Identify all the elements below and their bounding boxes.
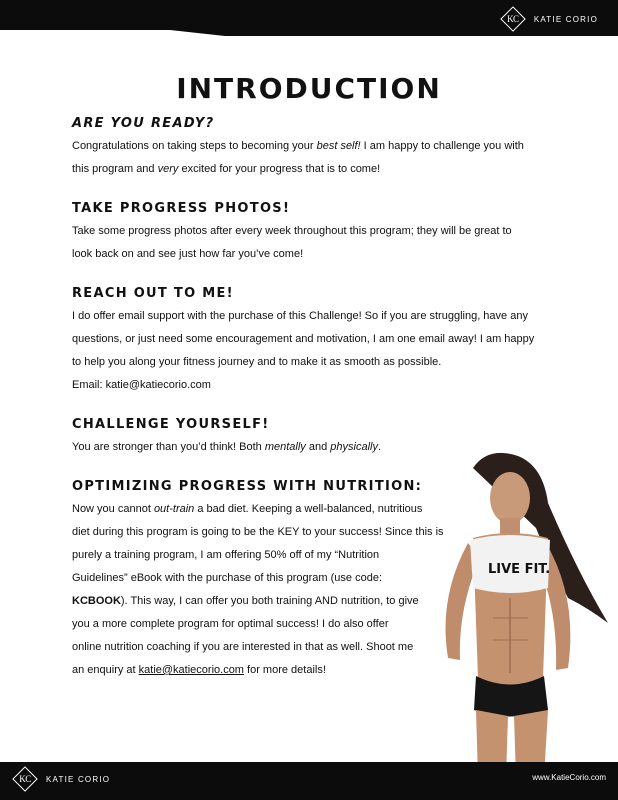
section-paragraph <box>72 220 552 266</box>
line-text: you a more complete program for optimal success! I do also offer <box>72 618 389 630</box>
line-text: diet during this program is going to be the KEY to your success! Since this is <box>72 526 444 538</box>
page-title: INTRODUCTION <box>176 72 442 105</box>
line-text: Take some progress photos after every week throughout this program; they will be great to <box>72 225 512 237</box>
athlete-photo <box>418 448 618 778</box>
top-banner <box>0 0 618 40</box>
footer-brand <box>12 766 110 792</box>
footer-bar <box>0 762 618 800</box>
header-brand-name: KATIE CORIO <box>533 14 598 24</box>
line-text: You are stronger than you’d think! Both mentally and physically. <box>72 441 382 453</box>
line-text: Congratulations on taking steps to becoming your best self! I am happy to challenge you with <box>72 140 524 152</box>
header-brand <box>500 4 598 34</box>
line-text: look back on and see just how far you’ve come! <box>72 248 304 260</box>
section-paragraph <box>72 135 552 181</box>
line-text: questions, or just need some encouragement and motivation, I am one email away! I am happy <box>72 333 535 345</box>
email-line: Email: katie@katiecorio.com <box>72 379 211 391</box>
section-paragraph <box>72 498 452 682</box>
email-link[interactable]: katie@katiecorio.com <box>138 664 244 676</box>
section-heading: OPTIMIZING PROGRESS WITH NUTRITION: <box>72 479 423 494</box>
section-are-you-ready <box>72 116 552 181</box>
footer-brand-name: KATIE CORIO <box>46 774 111 784</box>
line-text: Guidelines” eBook with the purchase of this program (use code: <box>72 572 382 584</box>
section-heading: TAKE PROGRESS PHOTOS! <box>72 201 291 216</box>
line-text: online nutrition coaching if you are interested in that as well. Shoot me <box>72 641 414 653</box>
shirt-text: LIVE FIT. <box>488 562 551 577</box>
line-text: purely a training program, I am offering 50% off of my “Nutrition <box>72 549 380 561</box>
section-progress-photos <box>72 201 552 266</box>
section-heading: ARE YOU READY? <box>72 116 215 131</box>
line-text: I do offer email support with the purchase of this Challenge! So if you are struggling, have any <box>72 310 528 322</box>
line-text: KCBOOK). This way, I can offer you both training AND nutrition, to give <box>72 595 419 607</box>
section-heading: CHALLENGE YOURSELF! <box>72 417 270 432</box>
line-text: to help you along your fitness journey and to make it as smooth as possible. <box>72 356 442 368</box>
line-text: this program and very excited for your progress that is to come! <box>72 163 381 175</box>
line-text: an enquiry at katie@katiecorio.com for more details! <box>72 664 326 676</box>
section-paragraph <box>72 305 552 397</box>
line-text: Now you cannot out-train a bad diet. Keeping a well-balanced, nutritious <box>72 503 423 515</box>
kc-logo-icon: KC <box>500 6 526 32</box>
section-heading: REACH OUT TO ME! <box>72 286 234 301</box>
section-reach-out <box>72 286 552 397</box>
kc-logo-icon: KC <box>12 766 38 792</box>
website-link[interactable]: www.KatieCorio.com <box>532 773 606 782</box>
